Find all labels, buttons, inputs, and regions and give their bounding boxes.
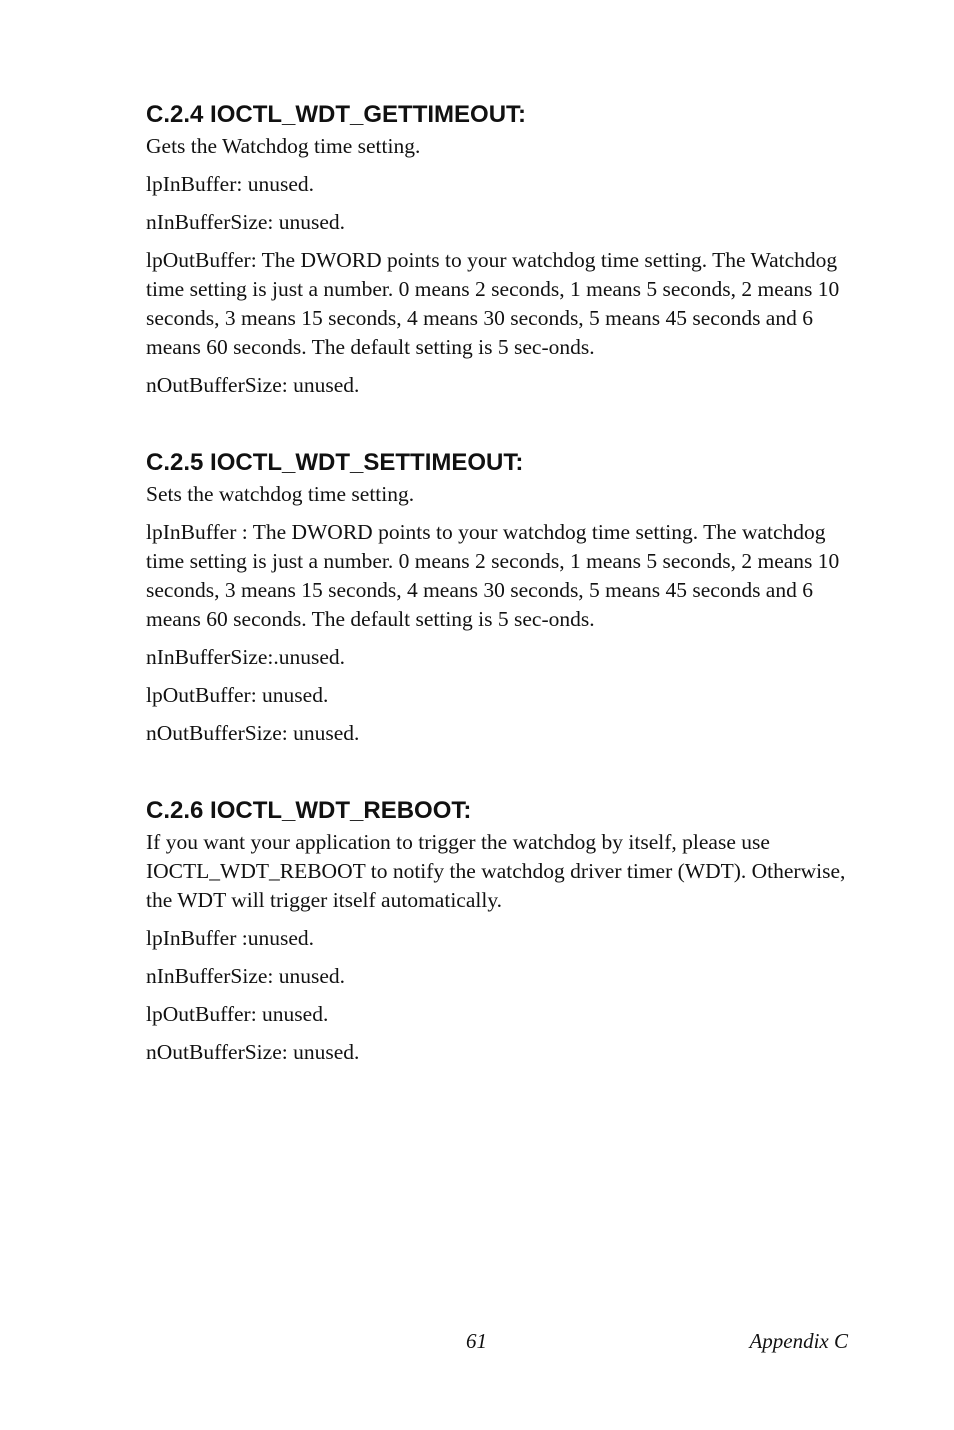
paragraph: If you want your application to trigger the watchdog by itself, please use IOCTL_WDT_REBOOT to notify the watchdog driver timer (WDT). Otherwise, the WDT will trigger itself automatically. — [146, 830, 846, 912]
section-heading: C.2.4 IOCTL_WDT_GETTIMEOUT: — [146, 101, 527, 128]
paragraph: nInBufferSize:.unused. — [146, 645, 346, 669]
paragraph: lpOutBuffer: unused. — [146, 1002, 329, 1026]
paragraph: lpInBuffer :unused. — [146, 926, 314, 950]
paragraph: nOutBufferSize: unused. — [146, 721, 360, 745]
paragraph: nOutBufferSize: unused. — [146, 373, 360, 397]
section-heading: C.2.6 IOCTL_WDT_REBOOT: — [146, 797, 472, 824]
page-number: 61 — [466, 1329, 487, 1353]
paragraph: lpOutBuffer: unused. — [146, 683, 329, 707]
paragraph: nOutBufferSize: unused. — [146, 1040, 360, 1064]
paragraph: Gets the Watchdog time setting. — [146, 134, 421, 158]
document-body — [146, 100, 856, 1115]
paragraph: nInBufferSize: unused. — [146, 964, 346, 988]
section-reboot — [146, 796, 856, 1067]
appendix-label: Appendix C — [749, 1329, 848, 1353]
section-gettimeout — [146, 100, 856, 400]
section-settimeout — [146, 448, 856, 748]
paragraph: lpInBuffer: unused. — [146, 172, 314, 196]
section-heading: C.2.5 IOCTL_WDT_SETTIMEOUT: — [146, 449, 524, 476]
paragraph: lpOutBuffer: The DWORD points to your watchdog time setting. The Watchdog time setting is just a number. 0 means 2 seconds, 1 means 5 seconds, 2 means 10 seconds, 3 means 15 seconds, 4 means 30 seconds, 5 means 45 seconds and 6 means 60 seconds. The default setting is 5 sec-onds. — [146, 248, 840, 359]
paragraph: Sets the watchdog time setting. — [146, 482, 415, 506]
paragraph: nInBufferSize: unused. — [146, 210, 346, 234]
paragraph: lpInBuffer : The DWORD points to your watchdog time setting. The watchdog time setting is just a number. 0 means 2 seconds, 1 means 5 seconds, 2 means 10 seconds, 3 means 15 seconds, 4 means 30 seconds, 5 means 45 seconds and 6 means 60 seconds. The default setting is 5 sec-onds. — [146, 520, 840, 631]
